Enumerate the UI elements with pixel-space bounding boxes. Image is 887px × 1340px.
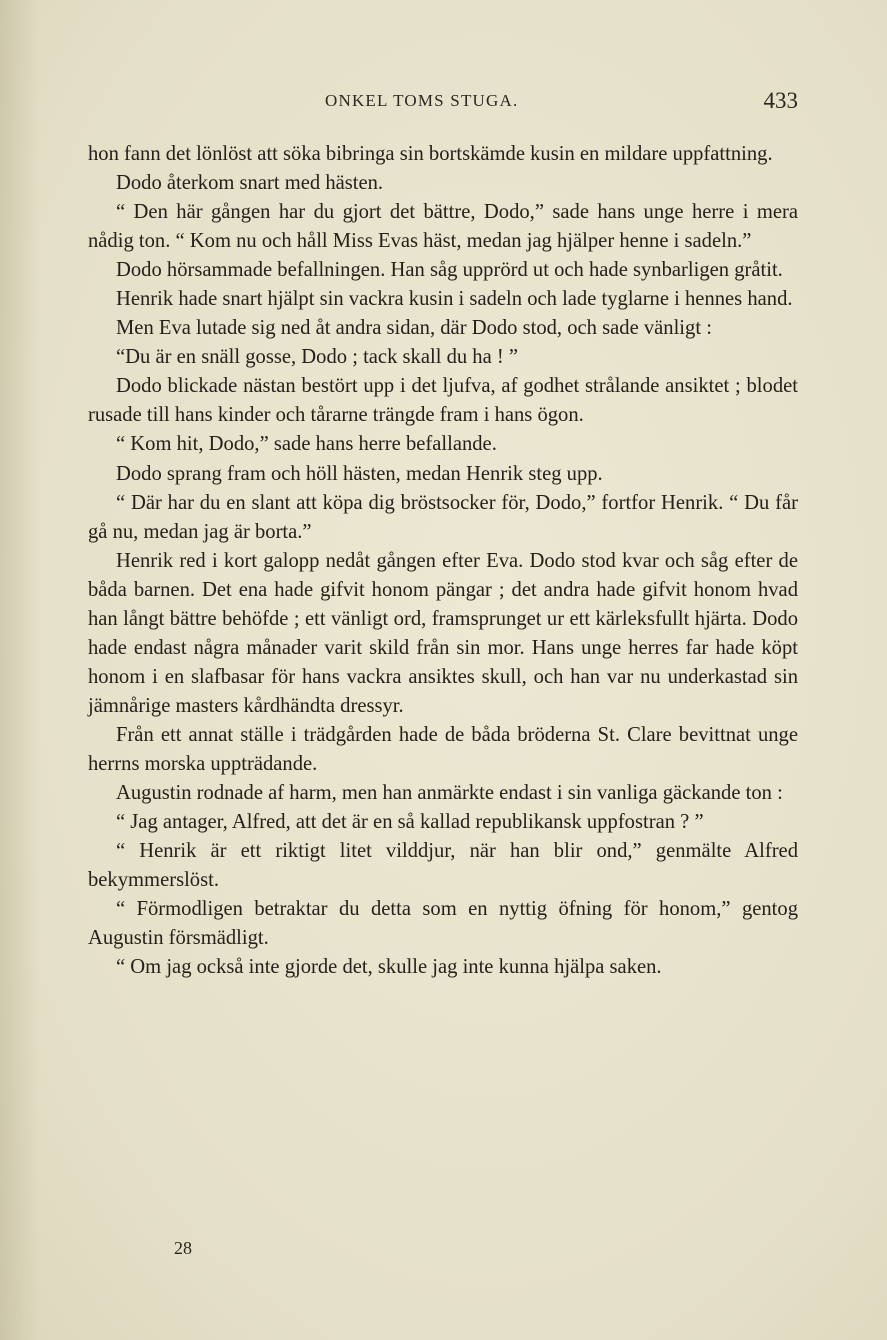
page-number: 433 bbox=[763, 88, 798, 113]
paragraph: “ Den här gången har du gjort det bättre, Dodo,” sade hans unge herre i mera nådig ton. “ Kom nu och håll Miss Evas häst, medan jag hjälper henne i sadeln.” bbox=[88, 201, 798, 253]
paragraph: Från ett annat ställe i trädgården hade de båda bröderna St. Clare bevittnat unge herrns morska uppträdande. bbox=[88, 723, 798, 775]
paragraph: “ Där har du en slant att köpa dig bröstsocker för, Dodo,” fortfor Henrik. “ Du får gå nu, medan jag är borta.” bbox=[88, 491, 798, 543]
paragraph: Men Eva lutade sig ned åt andra sidan, där Dodo stod, och sade vänligt : bbox=[116, 317, 712, 340]
paragraph: Dodo sprang fram och höll hästen, medan Henrik steg upp. bbox=[116, 462, 603, 485]
paragraph: hon fann det lönlöst att söka bibringa sin bortskämde kusin en mildare uppfattning. bbox=[88, 143, 773, 165]
paragraph: “Du är en snäll gosse, Dodo ; tack skall du ha ! ” bbox=[116, 346, 519, 369]
page-gutter-shade bbox=[0, 0, 40, 1340]
paragraph: Henrik red i kort galopp nedåt gången efter Eva. Dodo stod kvar och såg efter de båda barnen. Det ena hade gifvit honom pängar ; det andra hade gifvit honom hvad han långt bättre behöfde ; ett vänligt ord, framsprunget ur ett kärleksfullt hjärta. Dodo hade endast några månader varit skild från sin mor. Hans unge herres far hade köpt honom i en slafbasar för hans vackra ansiktes skull, och han var nu underkastad sin jämnårige masters kårdhändta dressyr. bbox=[88, 549, 798, 717]
paragraph: Henrik hade snart hjälpt sin vackra kusin i sadeln och lade tyglarne i hennes hand. bbox=[116, 288, 793, 311]
running-head bbox=[88, 88, 798, 118]
paragraph: Dodo återkom snart med hästen. bbox=[116, 172, 384, 195]
paragraph: Dodo hörsammade befallningen. Han såg upprörd ut och hade synbarligen gråtit. bbox=[116, 259, 783, 282]
paragraph: Augustin rodnade af harm, men han anmärkte endast i sin vanliga gäckande ton : bbox=[116, 782, 783, 805]
paragraph: “ Henrik är ett riktigt litet vilddjur, när han blir ond,” genmälte Alfred bekymmerslöst. bbox=[88, 840, 798, 892]
paragraph: “ Om jag också inte gjorde det, skulle jag inte kunna hjälpa saken. bbox=[116, 956, 662, 979]
paragraph: “ Jag antager, Alfred, att det är en så kallad republikansk uppfostran ? ” bbox=[116, 811, 704, 834]
body-text bbox=[88, 140, 798, 982]
printer-signature-mark: 28 bbox=[174, 1238, 192, 1258]
paragraph: “ Kom hit, Dodo,” sade hans herre befallande. bbox=[116, 433, 497, 456]
paragraph: “ Förmodligen betraktar du detta som en nyttig öfning för honom,” gentog Augustin försmädligt. bbox=[88, 898, 798, 950]
running-title: ONKEL TOMS STUGA. bbox=[325, 91, 519, 110]
paragraph: Dodo blickade nästan bestört upp i det ljufva, af godhet strålande ansiktet ; blodet rusade till hans kinder och tårarne trängde fram i hans ögon. bbox=[88, 375, 798, 427]
